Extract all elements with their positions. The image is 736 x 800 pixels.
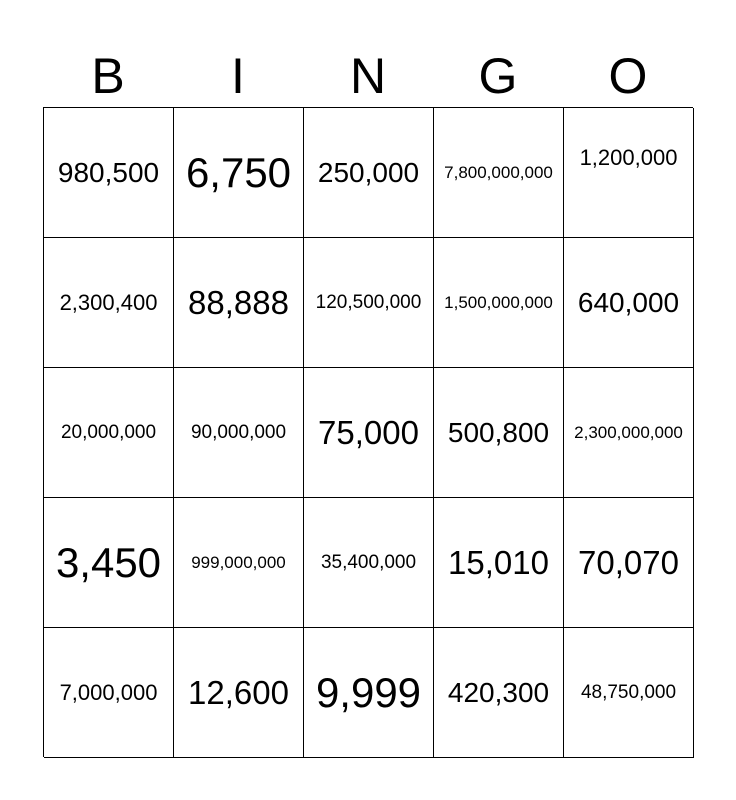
bingo-cell[interactable]: 250,000 bbox=[304, 108, 434, 238]
bingo-cell[interactable]: 88,888 bbox=[174, 238, 304, 368]
bingo-cell[interactable]: 12,600 bbox=[174, 628, 304, 758]
header-letter-o: O bbox=[608, 48, 648, 104]
header-letter-g: G bbox=[478, 48, 518, 104]
bingo-header bbox=[43, 45, 693, 107]
bingo-cell[interactable]: 6,750 bbox=[174, 108, 304, 238]
bingo-cell[interactable]: 640,000 bbox=[564, 238, 694, 368]
bingo-cell[interactable]: 15,010 bbox=[434, 498, 564, 628]
bingo-cell[interactable]: 120,500,000 bbox=[304, 238, 434, 368]
bingo-cell[interactable]: 9,999 bbox=[304, 628, 434, 758]
bingo-cell[interactable]: 1,200,000 bbox=[564, 108, 694, 238]
bingo-cell[interactable]: 7,000,000 bbox=[44, 628, 174, 758]
bingo-cell[interactable]: 20,000,000 bbox=[44, 368, 174, 498]
bingo-cell[interactable]: 1,500,000,000 bbox=[434, 238, 564, 368]
bingo-cell[interactable]: 999,000,000 bbox=[174, 498, 304, 628]
bingo-cell[interactable]: 75,000 bbox=[304, 368, 434, 498]
bingo-cell[interactable]: 420,300 bbox=[434, 628, 564, 758]
bingo-cell[interactable]: 48,750,000 bbox=[564, 628, 694, 758]
bingo-cell[interactable]: 2,300,400 bbox=[44, 238, 174, 368]
header-letter-i: I bbox=[231, 48, 245, 104]
bingo-cell[interactable]: 35,400,000 bbox=[304, 498, 434, 628]
bingo-cell[interactable]: 2,300,000,000 bbox=[564, 368, 694, 498]
bingo-cell[interactable]: 7,800,000,000 bbox=[434, 108, 564, 238]
bingo-cell[interactable]: 980,500 bbox=[44, 108, 174, 238]
bingo-cell[interactable]: 3,450 bbox=[44, 498, 174, 628]
bingo-cell[interactable]: 70,070 bbox=[564, 498, 694, 628]
bingo-card-grid bbox=[43, 107, 693, 757]
bingo-cell[interactable]: 90,000,000 bbox=[174, 368, 304, 498]
header-letter-n: N bbox=[349, 48, 387, 104]
bingo-cell[interactable]: 500,800 bbox=[434, 368, 564, 498]
header-letter-b: B bbox=[91, 48, 125, 104]
